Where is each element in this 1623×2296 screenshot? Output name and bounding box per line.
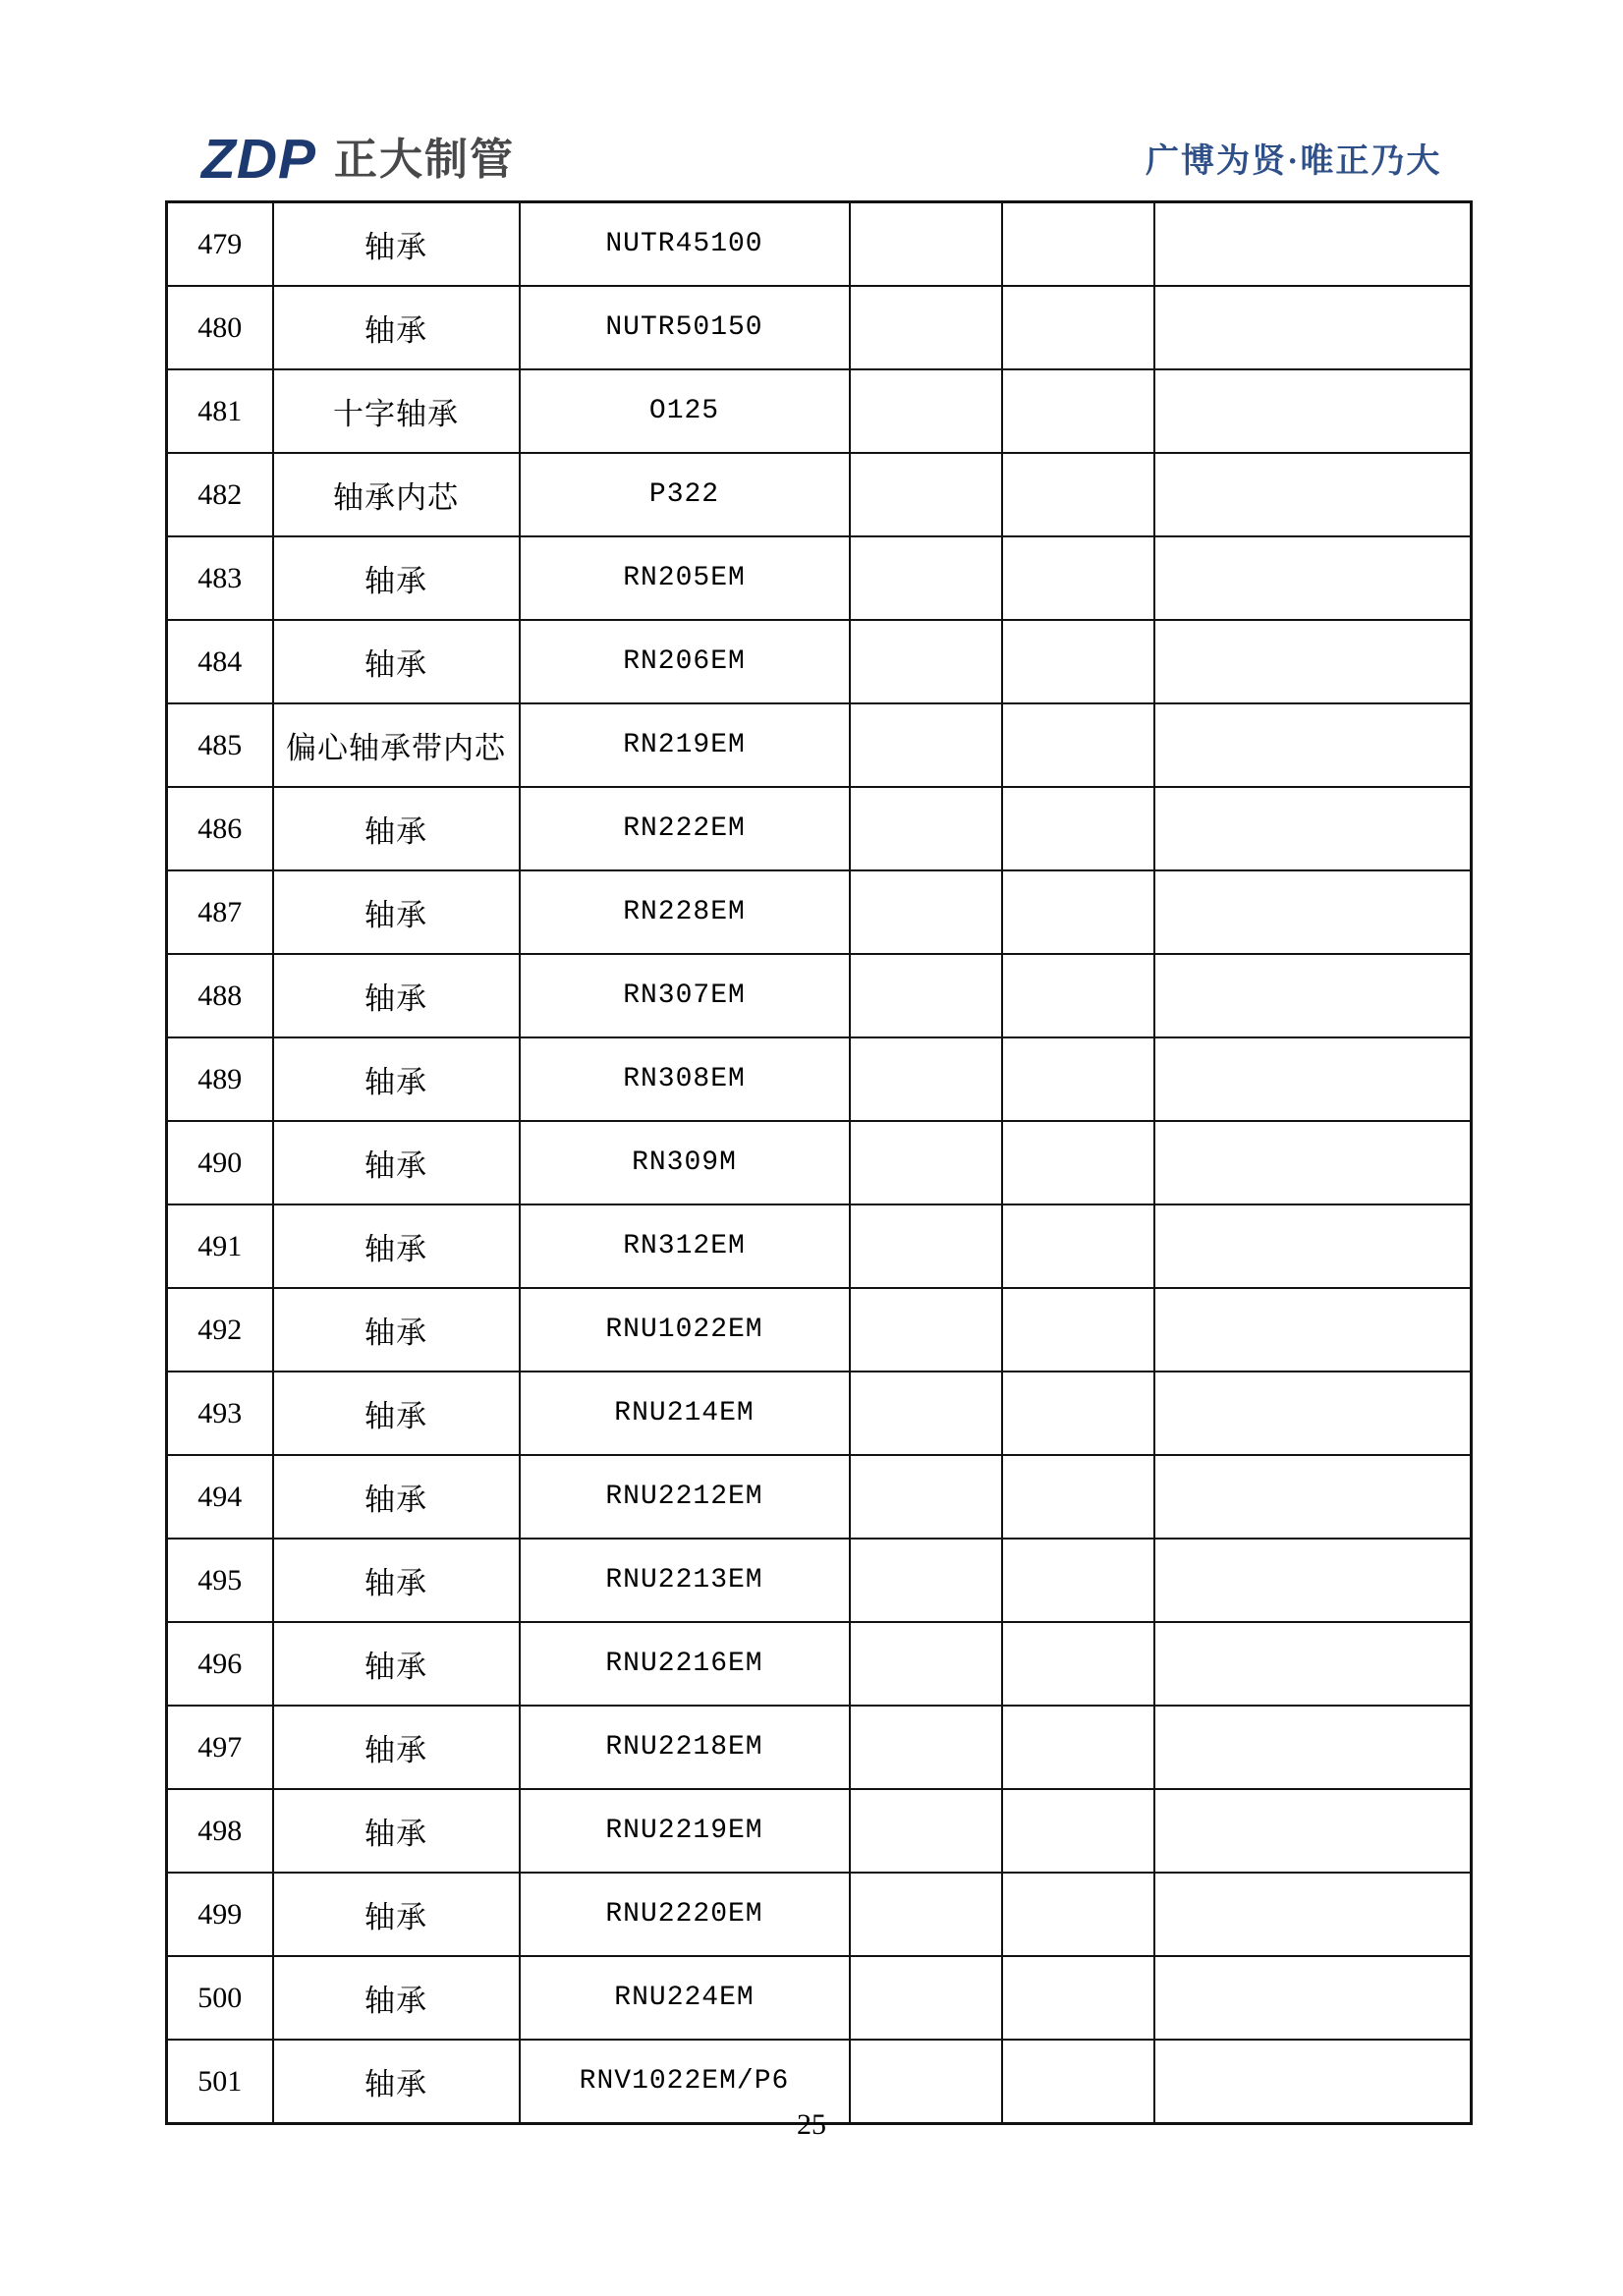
row-number-cell: 486 (167, 787, 273, 870)
part-name-cell: 轴承 (273, 536, 520, 620)
empty-cell-2 (1002, 703, 1154, 787)
row-number-cell: 494 (167, 1455, 273, 1539)
table-row (167, 1121, 1472, 1204)
empty-cell-3 (1154, 536, 1472, 620)
table-row (167, 453, 1472, 536)
empty-cell-1 (850, 1706, 1002, 1789)
empty-cell-3 (1154, 954, 1472, 1037)
part-name-cell: 轴承 (273, 1288, 520, 1372)
empty-cell-2 (1002, 954, 1154, 1037)
row-number-cell: 484 (167, 620, 273, 703)
part-model-cell: RN307EM (520, 954, 850, 1037)
part-model-cell: P322 (520, 453, 850, 536)
empty-cell-1 (850, 954, 1002, 1037)
part-name-cell: 轴承 (273, 1121, 520, 1204)
empty-cell-2 (1002, 870, 1154, 954)
part-model-cell: RNU224EM (520, 1956, 850, 2040)
part-model-cell: RNU2218EM (520, 1706, 850, 1789)
part-name-cell: 轴承 (273, 620, 520, 703)
empty-cell-3 (1154, 1288, 1472, 1372)
part-name-cell: 轴承 (273, 1789, 520, 1873)
table-row (167, 1455, 1472, 1539)
company-slogan: 广博为贤·唯正乃大 (1146, 143, 1442, 180)
empty-cell-2 (1002, 1121, 1154, 1204)
row-number-cell: 492 (167, 1288, 273, 1372)
row-number-cell: 480 (167, 286, 273, 369)
table-row (167, 1789, 1472, 1873)
logo-zdp-text: ZDP (201, 128, 316, 191)
row-number-cell: 489 (167, 1037, 273, 1121)
empty-cell-1 (850, 1372, 1002, 1455)
table-row (167, 1539, 1472, 1622)
row-number-cell: 483 (167, 536, 273, 620)
empty-cell-2 (1002, 787, 1154, 870)
empty-cell-3 (1154, 1873, 1472, 1956)
table-row (167, 202, 1472, 287)
empty-cell-2 (1002, 1956, 1154, 2040)
empty-cell-2 (1002, 1622, 1154, 1706)
empty-cell-1 (850, 286, 1002, 369)
part-model-cell: RNU2212EM (520, 1455, 850, 1539)
table-row (167, 1956, 1472, 2040)
part-model-cell: RNU2213EM (520, 1539, 850, 1622)
part-model-cell: RN205EM (520, 536, 850, 620)
row-number-cell: 481 (167, 369, 273, 453)
empty-cell-1 (850, 870, 1002, 954)
row-number-cell: 496 (167, 1622, 273, 1706)
part-name-cell: 轴承 (273, 286, 520, 369)
parts-table (165, 200, 1473, 2125)
empty-cell-2 (1002, 1455, 1154, 1539)
empty-cell-3 (1154, 286, 1472, 369)
row-number-cell: 482 (167, 453, 273, 536)
empty-cell-2 (1002, 202, 1154, 287)
empty-cell-1 (850, 1622, 1002, 1706)
empty-cell-2 (1002, 1288, 1154, 1372)
part-name-cell: 偏心轴承带内芯 (273, 703, 520, 787)
empty-cell-1 (850, 1455, 1002, 1539)
row-number-cell: 495 (167, 1539, 273, 1622)
part-model-cell: RN228EM (520, 870, 850, 954)
empty-cell-1 (850, 620, 1002, 703)
empty-cell-3 (1154, 453, 1472, 536)
part-model-cell: RN222EM (520, 787, 850, 870)
empty-cell-1 (850, 703, 1002, 787)
part-model-cell: RNU2220EM (520, 1873, 850, 1956)
parts-table-body (167, 202, 1472, 2124)
table-row (167, 1204, 1472, 1288)
empty-cell-3 (1154, 369, 1472, 453)
empty-cell-1 (850, 1956, 1002, 2040)
table-row (167, 1622, 1472, 1706)
empty-cell-2 (1002, 1372, 1154, 1455)
empty-cell-1 (850, 1121, 1002, 1204)
empty-cell-2 (1002, 536, 1154, 620)
empty-cell-1 (850, 369, 1002, 453)
empty-cell-3 (1154, 1956, 1472, 2040)
row-number-cell: 490 (167, 1121, 273, 1204)
part-name-cell: 轴承 (273, 2040, 520, 2124)
part-name-cell: 轴承 (273, 1455, 520, 1539)
part-model-cell: RN206EM (520, 620, 850, 703)
part-name-cell: 轴承 (273, 1873, 520, 1956)
empty-cell-2 (1002, 1789, 1154, 1873)
empty-cell-1 (850, 787, 1002, 870)
part-model-cell: RNU1022EM (520, 1288, 850, 1372)
table-row (167, 536, 1472, 620)
table-row (167, 286, 1472, 369)
table-row (167, 1372, 1472, 1455)
empty-cell-3 (1154, 1706, 1472, 1789)
table-row (167, 1288, 1472, 1372)
part-model-cell: RN312EM (520, 1204, 850, 1288)
part-model-cell: RNU2216EM (520, 1622, 850, 1706)
row-number-cell: 487 (167, 870, 273, 954)
empty-cell-3 (1154, 1204, 1472, 1288)
table-row (167, 1706, 1472, 1789)
row-number-cell: 485 (167, 703, 273, 787)
empty-cell-3 (1154, 787, 1472, 870)
empty-cell-1 (850, 1789, 1002, 1873)
empty-cell-1 (850, 1873, 1002, 1956)
row-number-cell: 488 (167, 954, 273, 1037)
table-row (167, 1873, 1472, 1956)
part-name-cell: 轴承 (273, 1706, 520, 1789)
part-name-cell: 轴承内芯 (273, 453, 520, 536)
part-name-cell: 轴承 (273, 787, 520, 870)
empty-cell-1 (850, 1037, 1002, 1121)
part-model-cell: O125 (520, 369, 850, 453)
empty-cell-2 (1002, 286, 1154, 369)
row-number-cell: 501 (167, 2040, 273, 2124)
empty-cell-2 (1002, 1706, 1154, 1789)
row-number-cell: 498 (167, 1789, 273, 1873)
empty-cell-3 (1154, 1789, 1472, 1873)
page-number: 25 (797, 2108, 826, 2141)
part-name-cell: 轴承 (273, 1037, 520, 1121)
empty-cell-1 (850, 1288, 1002, 1372)
part-name-cell: 轴承 (273, 870, 520, 954)
part-name-cell: 轴承 (273, 1622, 520, 1706)
empty-cell-3 (1154, 1372, 1472, 1455)
part-name-cell: 轴承 (273, 202, 520, 287)
row-number-cell: 491 (167, 1204, 273, 1288)
empty-cell-1 (850, 453, 1002, 536)
empty-cell-2 (1002, 1037, 1154, 1121)
row-number-cell: 493 (167, 1372, 273, 1455)
row-number-cell: 479 (167, 202, 273, 287)
part-model-cell: RN308EM (520, 1037, 850, 1121)
part-model-cell: RN309M (520, 1121, 850, 1204)
empty-cell-2 (1002, 369, 1154, 453)
part-model-cell: RNV1022EM/P6 (520, 2040, 850, 2124)
table-row (167, 620, 1472, 703)
empty-cell-3 (1154, 202, 1472, 287)
empty-cell-1 (850, 536, 1002, 620)
empty-cell-2 (1002, 620, 1154, 703)
empty-cell-3 (1154, 620, 1472, 703)
empty-cell-2 (1002, 1204, 1154, 1288)
empty-cell-1 (850, 1204, 1002, 1288)
empty-cell-2 (1002, 453, 1154, 536)
row-number-cell: 499 (167, 1873, 273, 1956)
part-name-cell: 十字轴承 (273, 369, 520, 453)
table-row (167, 703, 1472, 787)
empty-cell-3 (1154, 1622, 1472, 1706)
empty-cell-1 (850, 1539, 1002, 1622)
row-number-cell: 497 (167, 1706, 273, 1789)
empty-cell-2 (1002, 1873, 1154, 1956)
part-model-cell: RN219EM (520, 703, 850, 787)
table-row (167, 954, 1472, 1037)
part-model-cell: RNU2219EM (520, 1789, 850, 1873)
table-row (167, 1037, 1472, 1121)
empty-cell-1 (850, 202, 1002, 287)
empty-cell-2 (1002, 1539, 1154, 1622)
empty-cell-3 (1154, 703, 1472, 787)
empty-cell-3 (1154, 1539, 1472, 1622)
part-model-cell: NUTR50150 (520, 286, 850, 369)
table-row (167, 787, 1472, 870)
empty-cell-3 (1154, 1455, 1472, 1539)
empty-cell-3 (1154, 870, 1472, 954)
part-name-cell: 轴承 (273, 1204, 520, 1288)
table-row (167, 870, 1472, 954)
part-name-cell: 轴承 (273, 1539, 520, 1622)
empty-cell-3 (1154, 1121, 1472, 1204)
part-model-cell: RNU214EM (520, 1372, 850, 1455)
company-logo (201, 128, 515, 191)
logo-company-name: 正大制管 (334, 135, 515, 184)
part-model-cell: NUTR45100 (520, 202, 850, 287)
part-name-cell: 轴承 (273, 1372, 520, 1455)
empty-cell-3 (1154, 1037, 1472, 1121)
table-row (167, 369, 1472, 453)
part-name-cell: 轴承 (273, 1956, 520, 2040)
part-name-cell: 轴承 (273, 954, 520, 1037)
row-number-cell: 500 (167, 1956, 273, 2040)
